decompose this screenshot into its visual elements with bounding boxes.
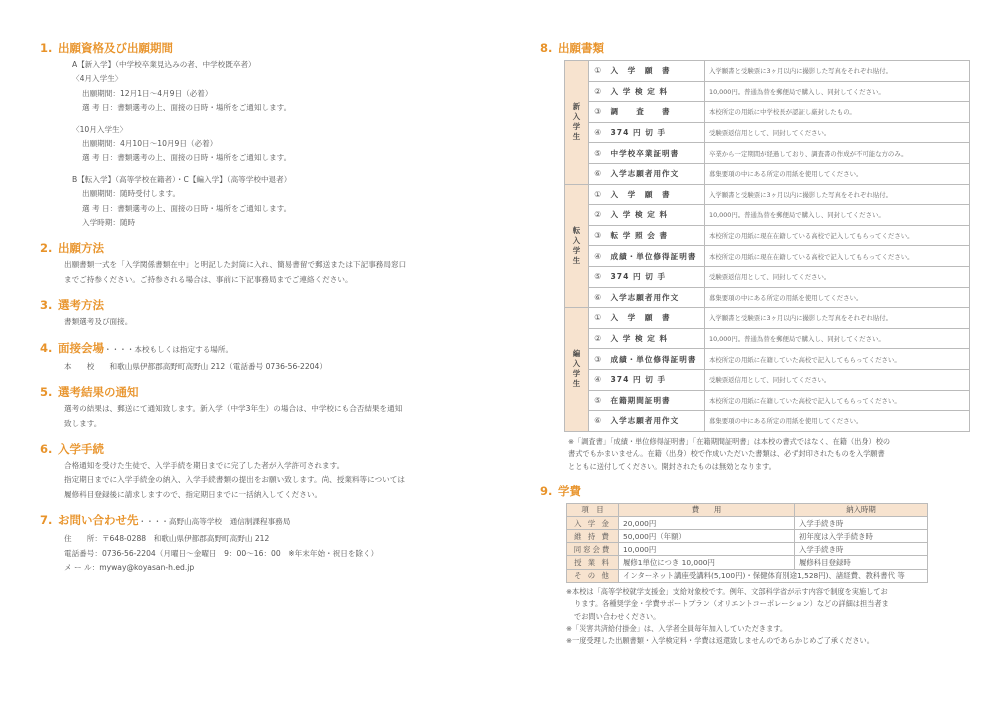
doc-description: 10,000円。普通為替を郵便局で購入し、同封してください。 (705, 328, 970, 349)
section-number: 4. (40, 340, 53, 355)
doc-name: 374 円 切 手 (607, 369, 705, 390)
doc-description: 受験票返信用として、同封してください。 (705, 369, 970, 390)
document-row (565, 122, 970, 143)
fee-item: そ の 他 (567, 569, 619, 582)
note-line: ※本校は「高等学校就学支援金」支給対象校です。例年、文部科学省が示す内容で制度を実施してお (566, 586, 888, 596)
fee-amount: 50,000円（年額） (619, 530, 795, 543)
section-number: 3. (40, 298, 53, 313)
doc-number: ③ (589, 349, 607, 370)
section-result-notice (40, 384, 480, 431)
right-column (540, 40, 960, 658)
doc-name: 入学志願者用作文 (607, 163, 705, 184)
note-line: ※一度受理した出願書類・入学検定料・学費は返還致しませんのであらかじめご了承ください。 (566, 636, 874, 646)
document-row (565, 205, 970, 226)
document-row (565, 184, 970, 205)
address-line: 住 所：〒648-0288 和歌山県伊都郡高野町高野山 212 (64, 534, 270, 544)
section-title (40, 297, 480, 313)
document-row (565, 61, 970, 82)
section-heading: 出願書類 (558, 41, 604, 55)
doc-number: ④ (589, 122, 607, 143)
line: 出願期間：随時受付します。 (82, 189, 181, 199)
line: 入学時期：随時 (82, 218, 136, 228)
fee-timing: 履修科目登録時 (795, 556, 928, 569)
left-column (40, 40, 480, 585)
doc-description: 本校所定の用紙に中学校長が認証し厳封したもの。 (705, 102, 970, 123)
email-line[interactable]: メ ー ル：myway@koyasan-h.ed.jp (64, 562, 195, 572)
doc-number: ① (589, 308, 607, 329)
doc-number: ⑥ (589, 287, 607, 308)
line: 選 考 日：書類選考の上、面接の日時・場所をご通知します。 (82, 203, 292, 213)
doc-name: 調 査 書 (607, 102, 705, 123)
section-number: 7. (40, 513, 53, 528)
section-heading: 学費 (558, 483, 581, 498)
line: 選考の結果は、郵送にて通知致します。新入学（中学3年生）の場合は、中学校にも合否結果を通知 (64, 404, 403, 414)
doc-number: ① (589, 61, 607, 82)
doc-description: 本校所定の用紙に在籍していた高校で記入してもらってください。 (705, 390, 970, 411)
doc-description: 入学願書と受験票に3ヶ月以内に撮影した写真をそれぞれ貼付。 (705, 308, 970, 329)
line: B【転入学】（高等学校在籍者）・C【編入学】（高等学校中退者） (72, 174, 292, 184)
fee-row (567, 556, 928, 569)
section-title (40, 340, 480, 358)
section-selection (40, 297, 480, 329)
line: 出願期間：4月10日～10月9日（必着） (82, 139, 218, 149)
section-number: 2. (40, 241, 53, 256)
document-row (565, 287, 970, 308)
doc-description: 受験票返信用として、同封してください。 (705, 266, 970, 287)
header-item: 項 目 (567, 503, 619, 516)
note-line: ります。各種奨学金・学費サポートプラン（オリエントコーポレーション）などの詳細は担当者ま (574, 599, 889, 609)
section-heading: 出願資格及び出願期間 (58, 41, 173, 55)
document-row (565, 369, 970, 390)
section-qualification (40, 40, 480, 230)
doc-name: 成績・単位修得証明書 (607, 246, 705, 267)
phone-line: 電話番号：0736-56-2204（月曜日～金曜日 9：00～16：00 ※年末年始・祝日を除く） (64, 548, 379, 558)
doc-description: 卒業から一定期間が経過しており、調査書の作成が不可能な方のみ。 (705, 143, 970, 164)
doc-number: ② (589, 328, 607, 349)
section-title (540, 40, 960, 56)
section-title (40, 441, 480, 457)
line: 選 考 日：書類選考の上、面接の日時・場所をご通知します。 (82, 153, 292, 163)
section-heading: 選考結果の通知 (58, 385, 139, 400)
document-row (565, 308, 970, 329)
section-heading: お問い合わせ先 (58, 513, 139, 528)
doc-name: 入学志願者用作文 (607, 287, 705, 308)
line: 指定期日までに入学手続金の納入、入学手続書類の提出をお願い致します。尚、授業料等については (64, 475, 405, 485)
section-number: 6. (40, 441, 53, 456)
line: 履修科目登録後に請求しますので、指定期日までに一括納入してください。 (64, 489, 323, 499)
header-amount: 費 用 (619, 503, 795, 516)
line: 書類選考及び面接。 (64, 317, 133, 327)
doc-number: ④ (589, 369, 607, 390)
document-row (565, 390, 970, 411)
doc-name: 374 円 切 手 (607, 122, 705, 143)
doc-number: ② (589, 81, 607, 102)
doc-name: 在籍期間証明書 (607, 390, 705, 411)
doc-description: 本校所定の用紙に現在在籍している高校で記入してもらってください。 (705, 225, 970, 246)
doc-name: 374 円 切 手 (607, 266, 705, 287)
line: 出願期間：12月1日～4月9日（必着） (82, 88, 213, 98)
fee-timing: 入学手続き時 (795, 543, 928, 556)
section-interview-venue (40, 340, 480, 374)
doc-name: 入 学 検 定 料 (607, 328, 705, 349)
section-title (40, 512, 480, 530)
section-title (40, 384, 480, 400)
line: 致します。 (64, 418, 102, 428)
doc-name: 入学志願者用作文 (607, 411, 705, 432)
doc-name: 入 学 願 書 (607, 308, 705, 329)
document-row (565, 163, 970, 184)
section-enrollment (40, 441, 480, 502)
doc-name: 入 学 検 定 料 (607, 205, 705, 226)
doc-name: 中学校卒業証明書 (607, 143, 705, 164)
section-number: 8. (540, 41, 553, 55)
fee-amount: 20,000円 (619, 516, 795, 529)
doc-description: 10,000円。普通為替を郵便局で購入し、同封してください。 (705, 81, 970, 102)
group-label: 編 入 学 生 (565, 308, 589, 432)
fees-header-row (567, 503, 928, 516)
doc-description: 募集要項の中にある所定の用紙を使用してください。 (705, 411, 970, 432)
fee-timing: 初年度は入学手続き時 (795, 530, 928, 543)
doc-number: ⑥ (589, 163, 607, 184)
document-row (565, 411, 970, 432)
note-line: ※「災害共済給付掛金」は、入学者全員毎年加入していただきます。 (566, 624, 788, 634)
document-row (565, 81, 970, 102)
doc-number: ② (589, 205, 607, 226)
section-title (540, 483, 960, 499)
doc-name: 転 学 照 会 書 (607, 225, 705, 246)
section-number: 9. (540, 483, 553, 498)
line: 選 考 日：書類選考の上、面接の日時・場所をご通知します。 (82, 103, 292, 113)
document-row (565, 349, 970, 370)
section-number: 1. (40, 41, 53, 55)
doc-name: 入 学 願 書 (607, 61, 705, 82)
document-row (565, 102, 970, 123)
document-row (565, 328, 970, 349)
fee-item: 維 持 費 (567, 530, 619, 543)
section-title (40, 40, 480, 56)
doc-description: 募集要項の中にある所定の用紙を使用してください。 (705, 287, 970, 308)
doc-number: ⑤ (589, 143, 607, 164)
fee-amount: インターネット講座受講料(5,100円)・保健体育別途1,528円)、諸経費、教科書代 等 (619, 569, 928, 582)
doc-description: 入学願書と受験票に3ヶ月以内に撮影した写真をそれぞれ貼付。 (705, 61, 970, 82)
doc-name: 成績・単位修得証明書 (607, 349, 705, 370)
section-heading: 出願方法 (58, 241, 104, 256)
section-method (40, 240, 480, 287)
doc-number: ⑤ (589, 390, 607, 411)
note-line: とともに送付してください。開封されたものは無効となります。 (568, 461, 776, 471)
group-label: 新 入 学 生 (565, 61, 589, 185)
fee-item: 同窓会費 (567, 543, 619, 556)
fee-timing: 入学手続き時 (795, 516, 928, 529)
doc-number: ③ (589, 225, 607, 246)
doc-number: ⑥ (589, 411, 607, 432)
section-documents (540, 40, 960, 473)
doc-description: 本校所定の用紙に在籍していた高校で記入してもらってください。 (705, 349, 970, 370)
doc-number: ① (589, 184, 607, 205)
doc-number: ⑤ (589, 266, 607, 287)
doc-description: 本校所定の用紙に現在在籍している高校で記入してもらってください。 (705, 246, 970, 267)
fee-row (567, 543, 928, 556)
fee-row (567, 569, 928, 582)
line: A【新入学】（中学校卒業見込みの者、中学校既卒者） (72, 60, 256, 69)
document-row (565, 266, 970, 287)
section-title (40, 240, 480, 256)
section-fees (540, 483, 960, 648)
doc-name: 入 学 検 定 料 (607, 81, 705, 102)
note-line: ※「調査書」「成績・単位修得証明書」「在籍期間証明書」は本校の書式ではなく、在籍（出身）校の (568, 436, 891, 446)
fee-amount: 履修1単位につき 10,000円 (619, 556, 795, 569)
section-heading: 面接会場 (58, 340, 104, 355)
doc-name: 入 学 願 書 (607, 184, 705, 205)
section-heading-suffix: ・・・・本校もしくは指定する場所。 (104, 344, 234, 354)
line: 〈4月入学生〉 (72, 74, 123, 84)
section-number: 5. (40, 385, 53, 400)
doc-description: 入学願書と受験票に3ヶ月以内に撮影した写真をそれぞれ貼付。 (705, 184, 970, 205)
group-label: 転 入 学 生 (565, 184, 589, 308)
fee-item: 入 学 金 (567, 516, 619, 529)
document-row (565, 246, 970, 267)
section-contact (40, 512, 480, 575)
line: 合格通知を受けた生徒で、入学手続を期日までに完了した者が入学許可されます。 (64, 460, 345, 470)
line: までご持参ください。ご持参される場合は、事前に下記事務局までご連絡ください。 (64, 274, 353, 284)
doc-description: 募集要項の中にある所定の用紙を使用してください。 (705, 163, 970, 184)
doc-description: 10,000円。普通為替を郵便局で購入し、同封してください。 (705, 205, 970, 226)
note-line: 書式でもかまいません。在籍（出身）校で作成いただいた書類は、必ず封印されたものを入学願書 (568, 449, 885, 459)
document-row (565, 225, 970, 246)
doc-number: ③ (589, 102, 607, 123)
header-timing: 納入時期 (795, 503, 928, 516)
line: 出願書類一式を「入学関係書類在中」と明記した封筒に入れ、簡易書留で郵送または下記事務局窓口 (64, 260, 407, 270)
section-heading-suffix: ・・・・高野山高等学校 通信制課程事務局 (138, 517, 291, 527)
fee-item: 授 業 料 (567, 556, 619, 569)
doc-description: 受験票返信用として、同封してください。 (705, 122, 970, 143)
fee-row (567, 530, 928, 543)
fee-amount: 10,000円 (619, 543, 795, 556)
line: 〈10月入学生〉 (72, 124, 128, 134)
section-heading: 入学手続 (58, 441, 104, 456)
fees-table (566, 503, 928, 583)
line: 本 校 和歌山県伊都郡高野町高野山 212（電話番号 0736-56-2204） (64, 361, 327, 371)
note-line: でお問い合わせください。 (574, 611, 661, 621)
document-row (565, 143, 970, 164)
section-heading: 選考方法 (58, 298, 104, 313)
documents-table (564, 60, 970, 432)
doc-number: ④ (589, 246, 607, 267)
fee-row (567, 516, 928, 529)
